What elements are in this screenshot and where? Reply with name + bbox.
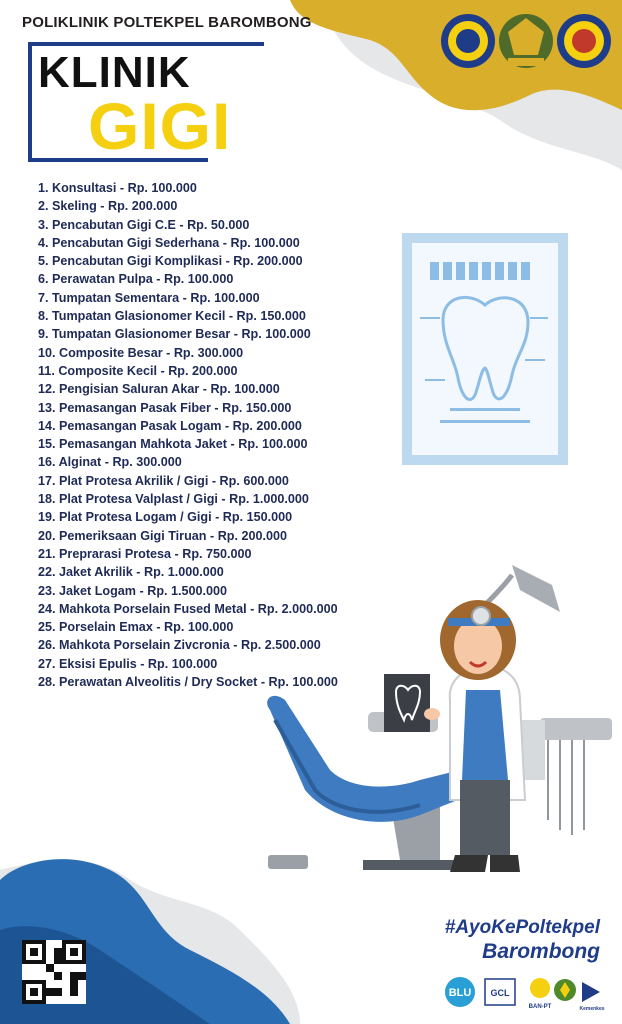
price-list-item — [38, 582, 338, 600]
item-number: 13. — [38, 400, 56, 415]
service-name: Pemasangan Pasak Fiber — [59, 400, 211, 415]
service-price: Rp. 200.000 — [217, 528, 287, 543]
item-number: 28. — [38, 675, 56, 690]
service-name: Porselain Emax — [59, 620, 153, 635]
service-name: Mahkota Porselain Fused Metal — [59, 601, 247, 616]
price-list-item — [38, 362, 338, 380]
price-list-item — [38, 234, 338, 252]
price-list-item — [38, 270, 338, 288]
price-list-item — [38, 197, 338, 215]
item-number: 17. — [38, 473, 56, 488]
price-list-item — [38, 618, 338, 636]
service-name: Mahkota Porselain Zivcronia — [59, 638, 230, 653]
item-number: 19. — [38, 510, 56, 525]
separator: - — [96, 199, 109, 214]
item-number: 4. — [38, 235, 49, 250]
service-name: Plat Protesa Logam / Gigi — [59, 510, 212, 525]
health-ministry-badge-text: Kemenkes — [579, 1006, 605, 1012]
health-ministry-badge — [579, 982, 604, 1012]
item-number: 25. — [38, 620, 56, 635]
separator: - — [116, 181, 128, 195]
blu-badge — [445, 977, 475, 1007]
service-name: Pengisian Saluran Akar — [59, 382, 200, 397]
accreditation-logo — [554, 979, 576, 1001]
item-number: 18. — [38, 492, 56, 507]
service-name: Tumpatan Glasionomer Kecil — [52, 309, 226, 324]
separator: - — [210, 400, 223, 415]
service-name: Pencabutan Gigi C.E — [52, 217, 176, 232]
service-price: Rp. 200.000 — [108, 199, 178, 214]
service-name: Pemasangan Pasak Logam — [59, 418, 222, 433]
separator: - — [162, 345, 174, 360]
price-list-item — [38, 655, 338, 673]
service-price: Rp. 150.000 — [222, 510, 293, 525]
price-list-item — [38, 527, 338, 545]
service-price: Rp. 100.000 — [190, 290, 260, 305]
item-number: 9. — [38, 327, 49, 342]
service-price: Rp. 2.500.000 — [241, 638, 321, 653]
separator: - — [257, 675, 269, 690]
ministry-transport-logo — [441, 14, 495, 68]
item-number: 20. — [38, 528, 56, 543]
service-price: Rp. 50.000 — [187, 217, 250, 232]
service-price: Rp. 1.000.000 — [143, 565, 224, 580]
price-list-item — [38, 417, 338, 435]
service-price: Rp. 2.000.000 — [257, 601, 338, 616]
price-list-item — [38, 344, 338, 362]
separator: - — [136, 656, 148, 671]
price-list-item — [38, 453, 338, 471]
service-name: Preprarasi Protesa — [59, 546, 172, 561]
item-number: 2. — [38, 199, 49, 214]
qr-code[interactable] — [22, 940, 86, 1004]
service-name: Composite Besar — [59, 345, 163, 360]
service-name: Jaket Akrilik — [59, 565, 133, 580]
service-name: Konsultasi — [52, 181, 117, 195]
service-price: Rp. 100.000 — [147, 656, 218, 671]
price-list-item — [38, 380, 338, 398]
price-list-item — [38, 325, 338, 343]
service-price: Rp. 100.000 — [268, 675, 338, 690]
separator: - — [219, 235, 231, 250]
item-number: 23. — [38, 583, 56, 598]
service-price: Rp. 100.000 — [238, 437, 308, 452]
service-price: Rp. 100.000 — [164, 272, 234, 287]
poltekpel-logo — [557, 14, 611, 68]
title-klinik: KLINIK — [38, 48, 191, 97]
title-gigi: GIGI — [88, 89, 232, 163]
separator: - — [152, 272, 165, 287]
price-list-item — [38, 636, 338, 654]
service-name: Alginat — [58, 455, 102, 470]
item-number: 8. — [38, 309, 49, 324]
item-number: 12. — [38, 382, 56, 397]
price-list-item — [38, 252, 338, 270]
clinic-name: POLIKLINIK POLTEKPEL BAROMBONG — [22, 14, 312, 31]
item-number: 24. — [38, 601, 56, 616]
item-number: 1. — [38, 181, 49, 195]
item-number: 5. — [38, 254, 49, 269]
separator: - — [230, 327, 242, 342]
price-list-item — [38, 563, 338, 581]
service-name: Pencabutan Gigi Komplikasi — [52, 254, 223, 269]
service-price: Rp. 1.500.000 — [147, 583, 228, 598]
gcl-badge-text: GCL — [490, 988, 510, 998]
service-name: Tumpatan Glasionomer Besar — [52, 327, 231, 342]
service-name: Plat Protesa Akrilik / Gigi — [59, 473, 212, 488]
service-name: Pemasangan Mahkota Jaket — [59, 437, 228, 452]
item-number: 26. — [38, 638, 56, 653]
separator: - — [211, 473, 220, 488]
separator: - — [175, 217, 188, 232]
service-price: Rp. 150.000 — [222, 400, 292, 415]
service-price: Rp. 200.000 — [232, 418, 302, 433]
service-price: Rp. 100.000 — [164, 620, 234, 635]
item-number: 16. — [38, 455, 56, 470]
separator: - — [136, 583, 148, 598]
item-number: 22. — [38, 565, 56, 580]
service-name: Plat Protesa Valplast / Gigi — [59, 492, 218, 507]
service-name: Eksisi Epulis — [59, 656, 137, 671]
blu-badge-text: BLU — [448, 987, 472, 999]
separator: - — [246, 601, 258, 616]
hashtag-line1: #AyoKePoltekpel — [444, 917, 600, 938]
price-list-item — [38, 435, 338, 453]
price-list-item — [38, 289, 338, 307]
hashtag-line2: Barombong — [482, 940, 600, 963]
price-list-item — [38, 508, 338, 526]
item-number: 15. — [38, 437, 56, 452]
price-list-item — [38, 673, 338, 691]
price-list-item — [38, 216, 338, 234]
separator: - — [171, 546, 183, 561]
price-list-item — [38, 490, 338, 508]
service-price: Rp. 200.000 — [168, 363, 238, 378]
separator: - — [132, 565, 144, 580]
service-name: Pencabutan Gigi Sederhana — [52, 235, 220, 250]
tooth-xray-illustration — [402, 233, 568, 465]
separator: - — [211, 510, 223, 525]
separator: - — [152, 620, 165, 635]
item-number: 27. — [38, 656, 56, 671]
price-list-item — [38, 307, 338, 325]
separator: - — [206, 528, 218, 543]
separator: - — [225, 309, 237, 324]
service-name: Tumpatan Sementara — [52, 290, 180, 305]
service-price: Rp. 300.000 — [173, 345, 244, 360]
separator: - — [101, 455, 113, 470]
service-name: Skeling — [52, 199, 97, 214]
service-name: Pemeriksaan Gigi Tiruan — [59, 528, 207, 543]
separator: - — [222, 254, 234, 269]
service-price: Rp. 100.000 — [210, 382, 280, 397]
hashtag — [445, 916, 600, 964]
price-list — [38, 179, 338, 691]
service-price: Rp. 750.000 — [182, 546, 252, 561]
item-number: 6. — [38, 272, 49, 287]
separator: - — [217, 492, 230, 507]
gcl-badge — [485, 979, 515, 1005]
accreditation-badges — [440, 974, 605, 1012]
separator: - — [229, 638, 241, 653]
service-price: Rp. 1.000.000 — [229, 492, 309, 507]
service-price: Rp. 300.000 — [112, 455, 182, 470]
separator: - — [199, 382, 211, 397]
ban-pt-badge-text: BAN-PT — [528, 1004, 552, 1010]
separator: - — [221, 418, 233, 433]
item-number: 11. — [38, 363, 55, 378]
price-list-item — [38, 472, 338, 490]
service-name: Perawatan Pulpa — [52, 272, 153, 287]
service-name: Composite Kecil — [58, 363, 157, 378]
service-name: Perawatan Alveolitis / Dry Socket — [59, 675, 258, 690]
separator: - — [156, 363, 169, 378]
price-list-item — [38, 399, 338, 417]
item-number: 3. — [38, 217, 49, 232]
item-number: 10. — [38, 345, 56, 360]
service-price: Rp. 200.000 — [233, 254, 303, 269]
service-price: Rp. 100.000 — [127, 181, 197, 195]
separator: - — [227, 437, 239, 452]
ban-pt-badge — [529, 978, 552, 1010]
service-price: Rp. 150.000 — [236, 309, 306, 324]
service-price: Rp. 600.000 — [219, 473, 289, 488]
price-list-item — [38, 179, 338, 197]
service-price: Rp. 100.000 — [241, 327, 311, 342]
separator: - — [179, 290, 191, 305]
item-number: 14. — [38, 418, 56, 433]
service-name: Jaket Logam — [59, 583, 137, 598]
price-list-item — [38, 545, 338, 563]
institution-logos — [438, 10, 614, 72]
garuda-emblem-logo — [499, 14, 553, 68]
item-number: 7. — [38, 290, 49, 305]
item-number: 21. — [38, 546, 56, 561]
service-price: Rp. 100.000 — [230, 235, 300, 250]
price-list-item — [38, 600, 338, 618]
